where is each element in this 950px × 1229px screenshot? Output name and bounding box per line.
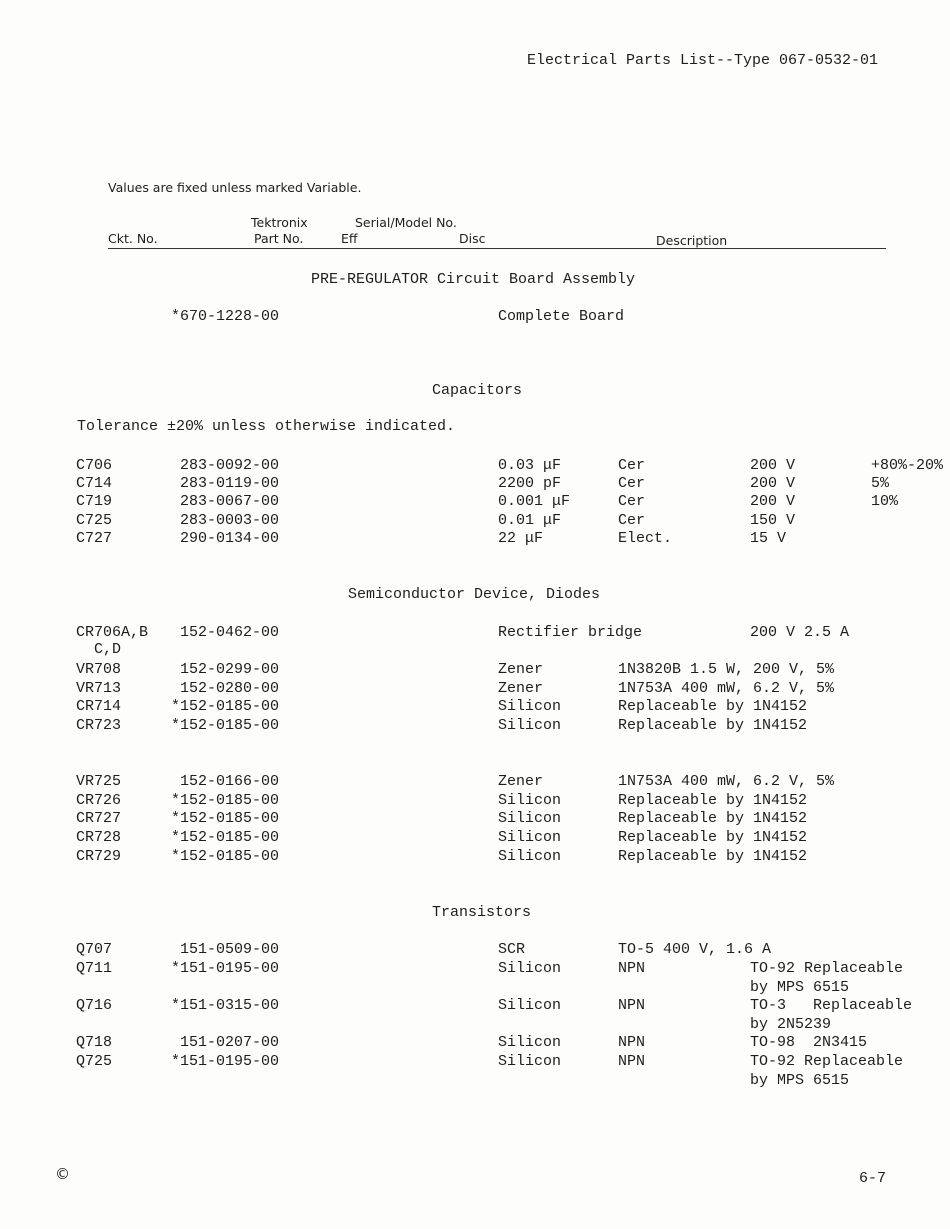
device-description: Replaceable by 1N4152 xyxy=(618,792,808,809)
table-row xyxy=(0,530,950,549)
cap-type: Cer xyxy=(618,475,646,492)
assembly-part-no: *670-1228-00 xyxy=(171,308,280,325)
device-type: Silicon xyxy=(498,698,562,715)
tolerance-note: Tolerance ±20% unless otherwise indicated. xyxy=(77,418,456,435)
device-package: TO-92 Replaceable xyxy=(750,960,904,977)
device-type: Silicon xyxy=(498,829,562,846)
device-polarity: NPN xyxy=(618,1053,646,1070)
part-no: *152-0185-00 xyxy=(171,792,280,809)
ckt-no: VR713 xyxy=(76,680,122,697)
device-package: TO-92 Replaceable xyxy=(750,1053,904,1070)
device-description: TO-5 400 V, 1.6 A xyxy=(618,941,772,958)
ckt-no: VR725 xyxy=(76,773,122,790)
ckt-no-continued: C,D xyxy=(94,641,122,658)
device-type: Silicon xyxy=(498,997,562,1014)
table-row xyxy=(0,457,950,476)
part-no: 152-0299-00 xyxy=(180,661,280,678)
part-no: *152-0185-00 xyxy=(171,698,280,715)
page-number: 6-7 xyxy=(859,1170,887,1187)
cap-value: 2200 pF xyxy=(498,475,562,492)
device-description: Replaceable by 1N4152 xyxy=(618,698,808,715)
ckt-no: C719 xyxy=(76,493,113,510)
device-description: 1N753A 400 mW, 6.2 V, 5% xyxy=(618,773,835,790)
part-no: *151-0195-00 xyxy=(171,960,280,977)
col-serial-model: Serial/Model No. xyxy=(355,215,457,230)
device-type: Silicon xyxy=(498,810,562,827)
cap-tolerance: +80%-20% xyxy=(871,457,944,474)
cap-voltage: 150 V xyxy=(750,512,796,529)
table-row xyxy=(0,1034,950,1053)
cap-tolerance: 5% xyxy=(871,475,890,492)
col-description: Description xyxy=(656,233,728,248)
device-type: Silicon xyxy=(498,848,562,865)
table-row-continuation xyxy=(0,1016,950,1035)
cap-voltage: 200 V xyxy=(750,493,796,510)
part-no: *151-0195-00 xyxy=(171,1053,280,1070)
part-no: 152-0280-00 xyxy=(180,680,280,697)
device-type: Silicon xyxy=(498,717,562,734)
device-polarity: NPN xyxy=(618,960,646,977)
header-rule xyxy=(108,248,886,249)
table-row xyxy=(0,792,950,811)
ckt-no: Q725 xyxy=(76,1053,113,1070)
table-row xyxy=(0,698,950,717)
cap-type: Cer xyxy=(618,512,646,529)
table-row-continuation xyxy=(0,641,950,660)
col-disc: Disc xyxy=(459,231,486,246)
cap-voltage: 15 V xyxy=(750,530,787,547)
assembly-description: Complete Board xyxy=(498,308,625,325)
part-no: 152-0462-00 xyxy=(180,624,280,641)
cap-type: Elect. xyxy=(618,530,673,547)
transistors-heading: Transistors xyxy=(432,904,532,921)
ckt-no: CR729 xyxy=(76,848,122,865)
device-rating: 200 V 2.5 A xyxy=(750,624,850,641)
col-eff: Eff xyxy=(341,231,358,246)
table-row xyxy=(0,1053,950,1072)
part-no: *152-0185-00 xyxy=(171,810,280,827)
ckt-no: Q716 xyxy=(76,997,113,1014)
part-no: 283-0119-00 xyxy=(180,475,280,492)
assembly-title: PRE-REGULATOR Circuit Board Assembly xyxy=(311,271,636,288)
device-description: Replaceable by 1N4152 xyxy=(618,810,808,827)
device-type: Zener xyxy=(498,680,544,697)
device-type: Silicon xyxy=(498,1034,562,1051)
table-row xyxy=(0,493,950,512)
ckt-no: CR723 xyxy=(76,717,122,734)
cap-type: Cer xyxy=(618,457,646,474)
part-no: 283-0067-00 xyxy=(180,493,280,510)
cap-voltage: 200 V xyxy=(750,457,796,474)
col-part-no: Part No. xyxy=(254,231,304,246)
table-row xyxy=(0,512,950,531)
device-description: 1N3820B 1.5 W, 200 V, 5% xyxy=(618,661,835,678)
device-type: Zener xyxy=(498,661,544,678)
device-description: Rectifier bridge xyxy=(498,624,643,641)
device-polarity: NPN xyxy=(618,1034,646,1051)
part-no: 283-0092-00 xyxy=(180,457,280,474)
device-description: Replaceable by 1N4152 xyxy=(618,717,808,734)
page-header-title: Electrical Parts List--Type 067-0532-01 xyxy=(527,52,879,69)
diodes-heading: Semiconductor Device, Diodes xyxy=(348,586,601,603)
device-type: Silicon xyxy=(498,1053,562,1070)
device-description: 1N753A 400 mW, 6.2 V, 5% xyxy=(618,680,835,697)
ckt-no: CR727 xyxy=(76,810,122,827)
ckt-no: VR708 xyxy=(76,661,122,678)
ckt-no: C706 xyxy=(76,457,113,474)
ckt-no: CR726 xyxy=(76,792,122,809)
part-no: 290-0134-00 xyxy=(180,530,280,547)
part-no: *152-0185-00 xyxy=(171,848,280,865)
table-row xyxy=(0,773,950,792)
part-no: 152-0166-00 xyxy=(180,773,280,790)
table-row xyxy=(0,848,950,867)
table-row xyxy=(0,717,950,736)
part-no: 151-0509-00 xyxy=(180,941,280,958)
cap-value: 0.001 μF xyxy=(498,493,571,510)
copyright-mark: © xyxy=(55,1165,70,1183)
ckt-no: CR714 xyxy=(76,698,122,715)
part-no: *152-0185-00 xyxy=(171,829,280,846)
ckt-no: Q707 xyxy=(76,941,113,958)
device-package: TO-3 Replaceable xyxy=(750,997,913,1014)
part-no: 283-0003-00 xyxy=(180,512,280,529)
table-row xyxy=(0,960,950,979)
table-row xyxy=(0,997,950,1016)
device-description: Replaceable by 1N4152 xyxy=(618,848,808,865)
part-no: *151-0315-00 xyxy=(171,997,280,1014)
ckt-no: CR728 xyxy=(76,829,122,846)
ckt-no: C714 xyxy=(76,475,113,492)
ckt-no: C725 xyxy=(76,512,113,529)
capacitors-heading: Capacitors xyxy=(432,382,523,399)
ckt-no: C727 xyxy=(76,530,113,547)
values-note: Values are fixed unless marked Variable. xyxy=(108,180,362,195)
col-tektronix: Tektronix xyxy=(251,215,308,230)
device-package-continued: by MPS 6515 xyxy=(750,979,850,996)
cap-voltage: 200 V xyxy=(750,475,796,492)
col-ckt-no: Ckt. No. xyxy=(108,231,158,246)
cap-type: Cer xyxy=(618,493,646,510)
ckt-no: Q718 xyxy=(76,1034,113,1051)
table-row xyxy=(0,810,950,829)
table-row xyxy=(0,680,950,699)
device-type: Zener xyxy=(498,773,544,790)
device-type: SCR xyxy=(498,941,526,958)
cap-value: 0.01 μF xyxy=(498,512,562,529)
table-row-continuation xyxy=(0,979,950,998)
ckt-no: CR706A,B xyxy=(76,624,149,641)
table-row-continuation xyxy=(0,1072,950,1091)
table-row xyxy=(0,661,950,680)
part-no: *152-0185-00 xyxy=(171,717,280,734)
device-type: Silicon xyxy=(498,960,562,977)
device-package: TO-98 2N3415 xyxy=(750,1034,868,1051)
cap-value: 22 μF xyxy=(498,530,544,547)
device-package-continued: by 2N5239 xyxy=(750,1016,832,1033)
ckt-no: Q711 xyxy=(76,960,113,977)
device-polarity: NPN xyxy=(618,997,646,1014)
part-no: 151-0207-00 xyxy=(180,1034,280,1051)
table-row xyxy=(0,941,950,960)
device-description: Replaceable by 1N4152 xyxy=(618,829,808,846)
device-type: Silicon xyxy=(498,792,562,809)
table-row xyxy=(0,475,950,494)
table-row xyxy=(0,829,950,848)
cap-tolerance: 10% xyxy=(871,493,899,510)
cap-value: 0.03 μF xyxy=(498,457,562,474)
device-package-continued: by MPS 6515 xyxy=(750,1072,850,1089)
